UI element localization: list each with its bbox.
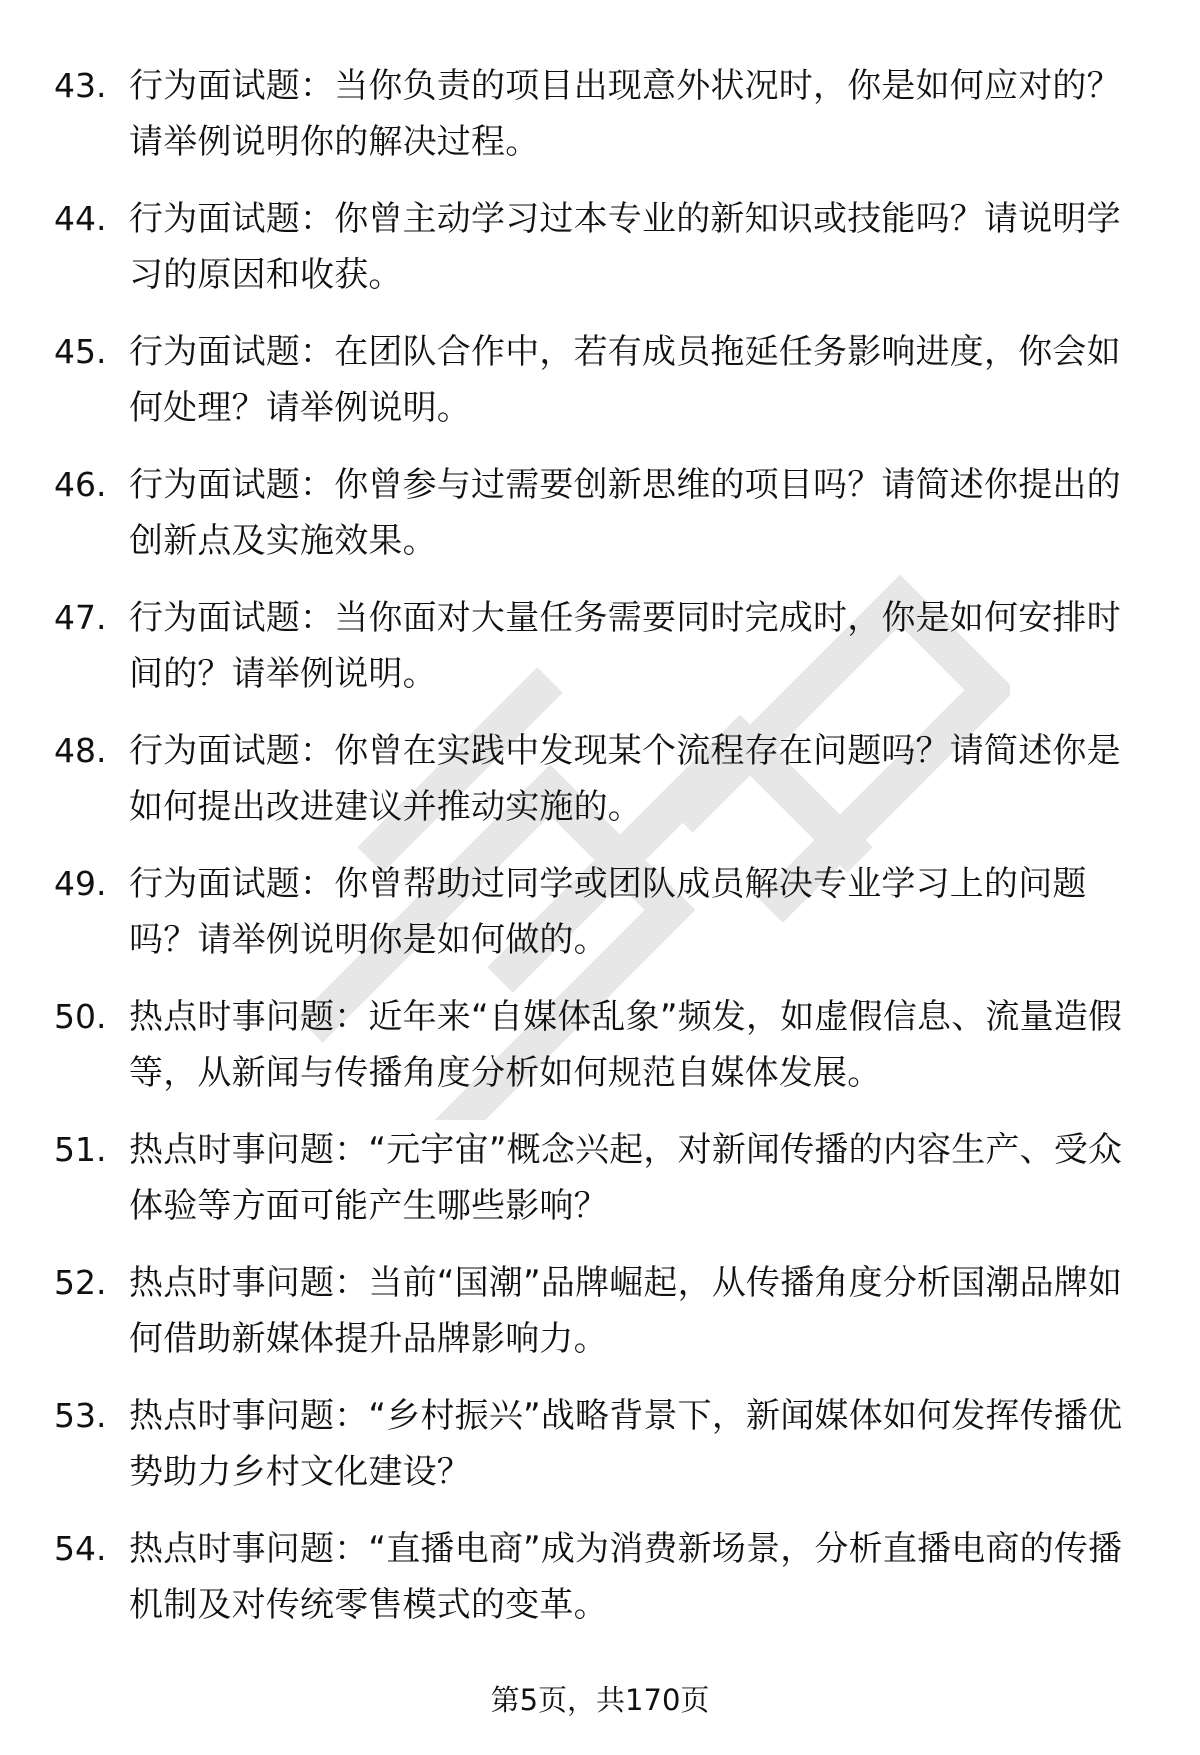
question-number: 47. (54, 598, 107, 637)
question-text: 行为面试题：你曾帮助过同学或团队成员解决专业学习上的问题吗？请举例说明你是如何做的。 (129, 864, 1087, 960)
question-number: 53. (54, 1396, 107, 1435)
question-number: 45. (54, 332, 107, 371)
question-number: 50. (54, 997, 107, 1036)
question-item (54, 1388, 1144, 1521)
question-item (54, 1122, 1144, 1255)
question-text: 热点时事问题：近年来“自媒体乱象”频发，如虚假信息、流量造假等，从新闻与传播角度分析如何规范自媒体发展。 (129, 997, 1123, 1093)
question-item (54, 457, 1144, 590)
question-number: 51. (54, 1130, 107, 1169)
question-text: 行为面试题：在团队合作中，若有成员拖延任务影响进度，你会如何处理？请举例说明。 (129, 332, 1121, 428)
question-text: 行为面试题：当你面对大量任务需要同时完成时，你是如何安排时间的？请举例说明。 (129, 598, 1121, 694)
question-item (54, 1255, 1144, 1388)
question-text: 热点时事问题：“直播电商”成为消费新场景，分析直播电商的传播机制及对传统零售模式的变革。 (129, 1529, 1123, 1625)
question-item (54, 723, 1144, 856)
question-item (54, 1521, 1144, 1654)
question-number: 54. (54, 1529, 107, 1568)
question-text: 行为面试题：当你负责的项目出现意外状况时，你是如何应对的？请举例说明你的解决过程。 (129, 66, 1121, 162)
question-text: 行为面试题：你曾在实践中发现某个流程存在问题吗？请简述你是如何提出改进建议并推动实施的。 (129, 731, 1121, 827)
question-text: 行为面试题：你曾参与过需要创新思维的项目吗？请简述你提出的创新点及实施效果。 (129, 465, 1121, 561)
question-text: 热点时事问题：当前“国潮”品牌崛起，从传播角度分析国潮品牌如何借助新媒体提升品牌影响力。 (129, 1263, 1123, 1359)
question-item (54, 324, 1144, 457)
question-item (54, 590, 1144, 723)
question-item (54, 989, 1144, 1122)
question-number: 44. (54, 199, 107, 238)
question-text: 热点时事问题：“元宇宙”概念兴起，对新闻传播的内容生产、受众体验等方面可能产生哪些影响？ (129, 1130, 1123, 1226)
question-number: 52. (54, 1263, 107, 1302)
question-list (54, 58, 1144, 1654)
question-text: 热点时事问题：“乡村振兴”战略背景下，新闻媒体如何发挥传播优势助力乡村文化建设？ (129, 1396, 1123, 1492)
page-footer (0, 1680, 1200, 1720)
question-text: 行为面试题：你曾主动学习过本专业的新知识或技能吗？请说明学习的原因和收获。 (129, 199, 1121, 295)
question-item (54, 191, 1144, 324)
question-number: 46. (54, 465, 107, 504)
page-number-label: 第5页，共170页 (490, 1683, 710, 1717)
question-number: 43. (54, 66, 107, 105)
question-number: 48. (54, 731, 107, 770)
question-number: 49. (54, 864, 107, 903)
question-item (54, 856, 1144, 989)
question-item (54, 58, 1144, 191)
